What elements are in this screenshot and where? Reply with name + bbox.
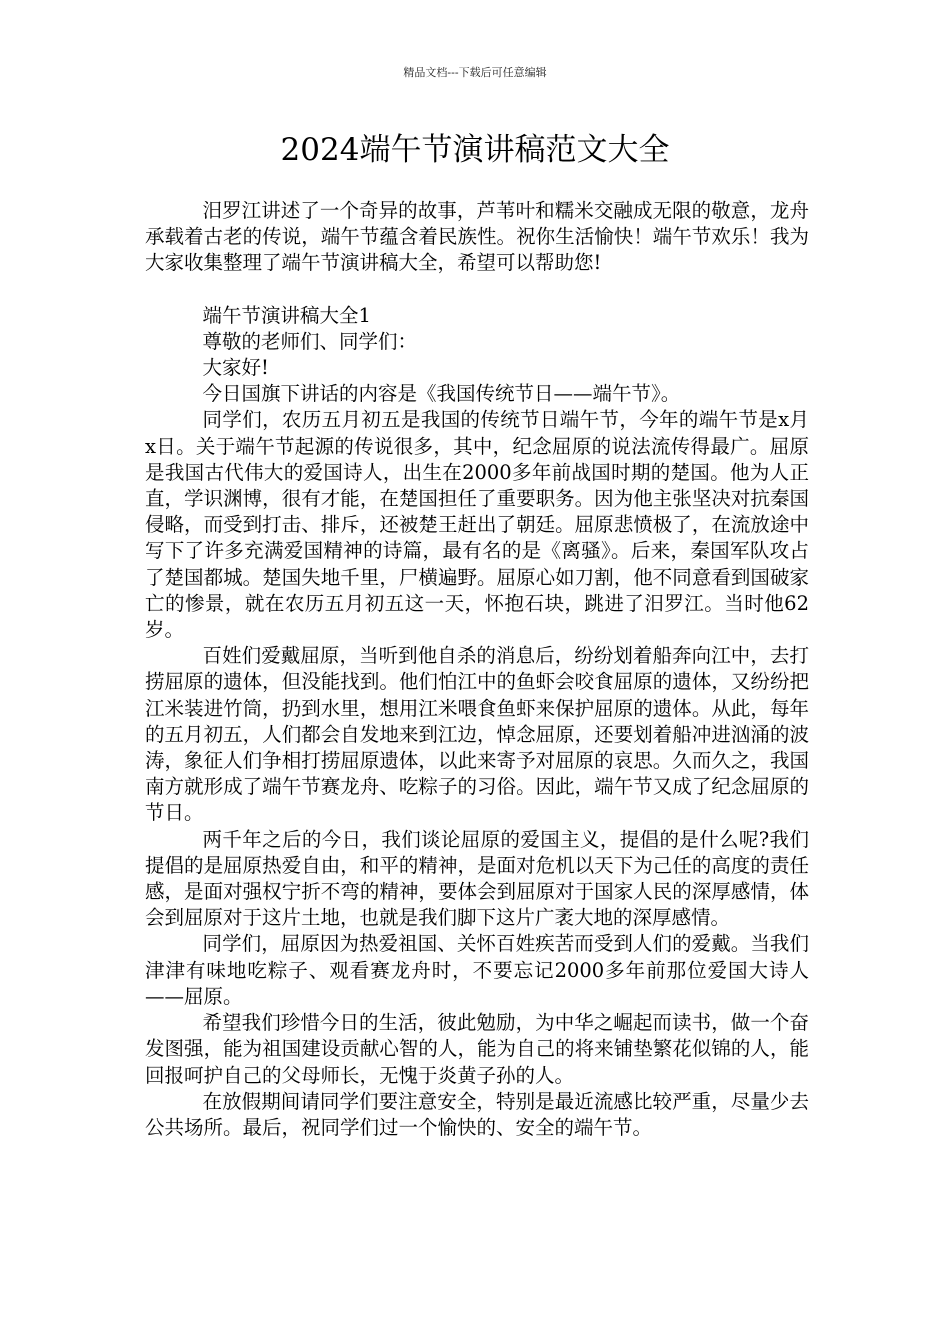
body-paragraph: 同学们，农历五月初五是我国的传统节日端午节，今年的端午节是x月x日。关于端午节起源的传说很多，其中，纪念屈原的说法流传得最广。屈原是我国古代伟大的爱国诗人，出生在2000多年前战国时期的楚国。他为人正直，学识渊博，很有才能，在楚国担任了重要职务。因为他主张坚决对抗秦国侵略，而受到打击、排斥，还被楚王赶出了朝廷。屈原悲愤极了，在流放途中写下了许多充满爱国精神的诗篇，最有名的是《离骚》。后来，秦国军队攻占了楚国都城。楚国失地千里，尸横遍野。屈原心如刀割，他不同意看到国破家亡的惨景，就在农历五月初五这一天，怀抱石块，跳进了汨罗江。当时他62岁。	[145, 408, 809, 642]
document-body	[145, 198, 809, 1141]
body-paragraph: 今日国旗下讲话的内容是《我国传统节日——端午节》。	[202, 382, 681, 406]
body-paragraph: 两千年之后的今日，我们谈论屈原的爱国主义，提倡的是什么呢?我们提倡的是屈原热爱自由，和平的精神，是面对危机以天下为己任的高度的责任感，是面对强权宁折不弯的精神，要体会到屈原对于国家人民的深厚感情，体会到屈原对于这片土地，也就是我们脚下这片广袤大地的深厚感情。	[145, 827, 809, 930]
header-note: 精品文档---下载后可任意编辑	[403, 66, 547, 79]
intro-paragraph: 汨罗江讲述了一个奇异的故事，芦苇叶和糯米交融成无限的敬意，龙舟承载着古老的传说，端午节蕴含着民族性。祝你生活愉快！端午节欢乐！我为大家收集整理了端午节演讲稿大全，希望可以帮助您!	[145, 199, 809, 275]
closing-paragraph: 在放假期间请同学们要注意安全，特别是最近流感比较严重，尽量少去公共场所。最后，祝同学们过一个愉快的、安全的端午节。	[145, 1089, 809, 1139]
greeting: 大家好!	[202, 356, 269, 380]
section-heading: 端午节演讲稿大全1	[202, 303, 371, 327]
salutation: 尊敬的老师们、同学们：	[202, 329, 418, 353]
body-paragraph: 百姓们爱戴屈原，当听到他自杀的消息后，纷纷划着船奔向江中，去打捞屈原的遗体，但没能找到。他们怕江中的鱼虾会咬食屈原的遗体，又纷纷把江米装进竹筒，扔到水里，想用江米喂食鱼虾来保护屈原的遗体。从此，每年的五月初五，人们都会自发地来到江边，悼念屈原，还要划着船冲进汹涌的波涛，象征人们争相打捞屈原遗体，以此来寄予对屈原的哀思。久而久之，我国南方就形成了端午节赛龙舟、吃粽子的习俗。因此，端午节又成了纪念屈原的节日。	[145, 644, 809, 825]
body-paragraph: 希望我们珍惜今日的生活，彼此勉励，为中华之崛起而读书，做一个奋发图强，能为祖国建设贡献心智的人，能为自己的将来铺垫繁花似锦的人，能回报呵护自己的父母师长，无愧于炎黄子孙的人。	[145, 1011, 809, 1087]
body-paragraph: 同学们，屈原因为热爱祖国、关怀百姓疾苦而受到人们的爱戴。当我们津津有味地吃粽子、观看赛龙舟时，不要忘记2000多年前那位爱国大诗人——屈原。	[145, 932, 809, 1008]
document-title: 2024端午节演讲稿范文大全	[280, 132, 670, 168]
